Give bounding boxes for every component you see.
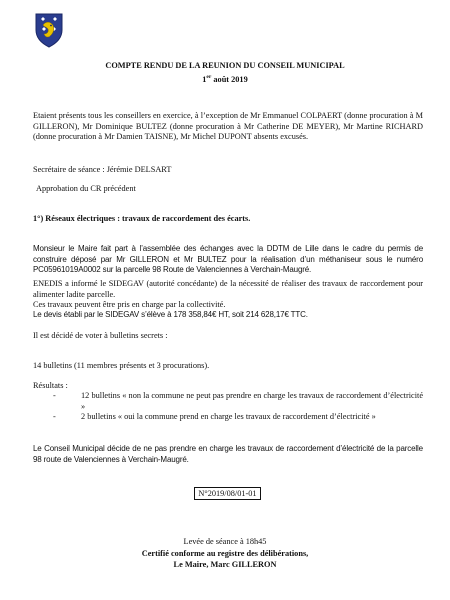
quote-line: Le devis établi par le SIDEGAV s’élève à 178 358,84€ HT, soit 214 628,17€ TTC. (33, 310, 308, 319)
decision-paragraph: Le Conseil Municipal décide de ne pas prendre en charge les travaux de raccordement d’électricité de la parcelle 98 route de Valenciennes à Verchain-Maugré. (33, 444, 423, 464)
date-rest: août 2019 (213, 74, 248, 84)
vote-intro: Il est décidé de voter à bulletins secrets : (33, 331, 168, 340)
mayor-signature: Le Maire, Marc GILLERON (173, 560, 277, 569)
results-label: Résultats : (33, 381, 68, 390)
attendance-paragraph: Etaient présents tous les conseillers en exercice, à l’exception de Mr Emmanuel COLPAERT (donne procuration à M GILLERON), Mr Dominique BULTEZ (donne procuration à Mr Catherine DE MEYER), Mr Martine RICHARD (donne procuration à Mr Damien TAISNE), Mr Michel DUPONT absents excusés. (33, 111, 423, 142)
result-item (33, 412, 423, 423)
permit-paragraph: Monsieur le Maire fait part à l’assemblée des échanges avec la DDTM de Lille dans le cadre du permis de construire déposé par Mr GILLERON et Mr BULTEZ pour la réalisation d’un méthaniseur sous le numéro PC05961019A0002 sur la parcelle 98 Route de Valenciennes à Verchain-Maugré. (33, 244, 423, 275)
deliberation-reference: N°2019/08/01-01 (194, 487, 261, 500)
section-title: 1°) Réseaux électriques : travaux de raccordement des écarts. (33, 214, 251, 223)
result-item (33, 391, 423, 412)
closing-line: Levée de séance à 18h45 (183, 537, 267, 546)
result-dash: - (53, 412, 56, 422)
title-bold: CONSEIL MUNICIPAL (257, 61, 345, 70)
approval-line: Approbation du CR précédent (36, 184, 136, 193)
certified-line: Certifié conforme au registre des délibérations, (141, 549, 309, 558)
secretary-line: Secrétaire de séance : Jérémie DELSART (33, 165, 172, 174)
document-title (0, 61, 450, 72)
result-text: 12 bulletins « non la commune ne peut pas prendre en charge les travaux de raccordement d’électricité » (81, 391, 423, 411)
results-list (33, 391, 423, 423)
date-day: 1 (202, 74, 207, 84)
result-dash: - (53, 391, 56, 400)
meeting-date (0, 72, 450, 85)
title-prefix: COMPTE RENDU DE LA REUNION DU (105, 61, 256, 70)
enedis-paragraph: ENEDIS a informé le SIDEGAV (autorité concédante) de la nécessité de réaliser des travaux de raccordement pour alimenter ladite parcelle. (33, 279, 423, 299)
collectivity-line: Ces travaux peuvent être pris en charge par la collectivité. (33, 300, 226, 309)
crest-icon (34, 12, 64, 48)
ballots-line: 14 bulletins (11 membres présents et 3 procurations). (33, 361, 210, 370)
result-text: 2 bulletins « oui la commune prend en charge les travaux de raccordement d’électricité » (81, 412, 376, 422)
date-sup: er (206, 74, 212, 80)
